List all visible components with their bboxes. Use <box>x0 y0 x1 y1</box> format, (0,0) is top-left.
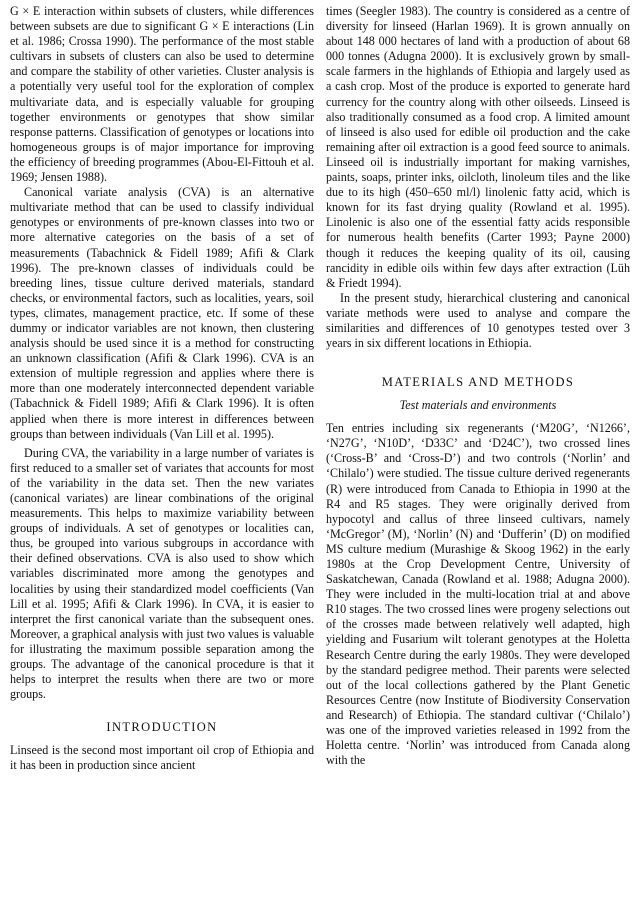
introduction-heading: INTRODUCTION <box>106 720 218 735</box>
paragraph-cva-procedure: During CVA, the variability in a large number of variates is first reduced to a smaller set of variates that accounts for most of the variability in the data set. Then the new variates (canonical variates) are linear combinations of the original measurements. This helps to maximize variability between groups of individuals. A set of genotypes or localities can, thus, be grouped into various subgroups in accordance with their defined observations. CVA is also used to show which variables discriminated more among the genotypes and localities by using their standardized model coefficients (Van Lill et al. 1995; Afifi & Clark 1996). In CVA, it is easier to interpret the first canonical variate than the subsequent ones. Moreover, a graphical analysis with just two values is valuable for illustrating the maximum possible separation among the groups. The advantage of the canonical procedure is that it helps to interpret the results when there are two or more groups. <box>10 445 314 702</box>
left-column <box>10 4 314 900</box>
paragraph-test-materials: Ten entries including six regenerants (‘M20G’, ‘N1266’, ‘N27G’, ‘N10D’, ‘D33C’ and ‘D24C’), two crossed lines (‘Cross-B’ and ‘Cross-D’) and two controls (‘Norlin’ and ‘Chilalo’) were studied. The tissue culture derived regenerants (R) were introduced from Canada to Ethiopia in 1990 at the R4 and R5 stages. They were originally derived from hypocotyl and callus of three linseed cultivars, namely ‘McGregor’ (M), ‘Norlin’ (N) and ‘Dufferin’ (D) on modified MS culture medium (Murashige & Skoog 1962) in the early 1980s at the Crop Development Centre, University of Saskatchewan, Canada (Rowland et al. 1988; Adugna 2000). They were included in the multi-location trial at and above R10 stages. The two crossed lines were progeny selections out of the crosses made between relatively well adapted, high yielding and Fusarium wilt tolerant genotypes at the Holetta Research Centre during the early 1980s. They were developed by the standard pedigree method. Their parents were selected out of the local collections gathered by the Plant Genetic Resources Centre (now Institute of Biodiversity Conservation and Research) of Ethiopia. The standard cultivar (‘Chilalo’) was one of the improved varieties released in 1992 from the Holetta centre. ‘Norlin’ was introduced from Canada along with the <box>326 421 630 768</box>
paragraph-intro-start: Linseed is the second most important oil crop of Ethiopia and it has been in production since ancient <box>10 743 314 773</box>
materials-methods-heading: MATERIALS AND METHODS <box>381 375 575 390</box>
right-column <box>326 4 630 900</box>
paragraph-cva-definition: Canonical variate analysis (CVA) is an alternative multivariate method that can be used to classify individual genotypes or environments of pre-known classes into two or more alternative categories on the basis of a set of measurements (Tabachnick & Fidell 1989; Afifi & Clark 1996). The pre-known classes of individuals could be breeding lines, tissue culture derived materials, standard checks, or environmental factors, such as localities, years, soil types, climates, management practice, etc. If some of these dummy or indicator variables are not known, then clustering analysis should be used since it is a method for constructing an unknown classification (Afifi & Clark 1996). CVA is an extension of multiple regression and applies where there is more than one moderately interconnected dependent variable (Tabachnick & Fidell 1989; Afifi & Clark 1996). It is often applied when there is more interest in differences between groups than between individuals (Van Lill et al. 1995). <box>10 185 314 441</box>
paragraph-present-study: In the present study, hierarchical clustering and canonical variate methods were used to analyse and compare the similarities and differences of 10 genotypes tested over 3 years in six different locations in Ethiopia. <box>326 290 630 351</box>
test-materials-subheading: Test materials and environments <box>399 398 557 413</box>
paragraph-linseed-production: times (Seegler 1983). The country is considered as a centre of diversity for linseed (Harlan 1969). It is grown annually on about 148 000 hectares of land with a production of about 68 000 tonnes (Adugna 2000). It is exclusively grown by small-scale farmers in the highlands of Ethiopia and largely used as a cash crop. Most of the produce is exported to generate hard currency for the country along with other oilseeds. Linseed is also traditionally consumed as a food crop. A limited amount of linseed is also used for edible oil production and the cake remaining after oil extraction is a good feed source to animals. Linseed oil is industrially important for making varnishes, paints, soaps, printer inks, oilcloth, linoleum tiles and the like due to its high (450–650 ml/l) linolenic fatty acid, which is known for its fast drying quality (Rowland et al. 1995). Linolenic is also one of the essential fatty acids responsible for numerous health benefits (Carter 1993; Payne 2000) though it reduces the keeping quality of its oil, causing rancidity in edible oils within few days after extraction (Lüh & Friedt 1994). <box>326 4 630 290</box>
paragraph-gxe-clusters: G × E interaction within subsets of clusters, while differences between subsets are due to significant G × E interactions (Lin et al. 1986; Crossa 1990). The performance of the most stable cultivars in subsets of clusters can also be used to determine and compare the stability of other varieties. Cluster analysis is a potentially very useful tool for the exploration of complex multivariate data, and is especially valuable for grouping together environments or genotypes that show similar response patterns. Classification of genotypes or locations into homogeneous groups is of major importance for improving the efficiency of breeding programmes (Abou-El-Fittouh et al. 1969; Jensen 1988). <box>10 4 314 185</box>
